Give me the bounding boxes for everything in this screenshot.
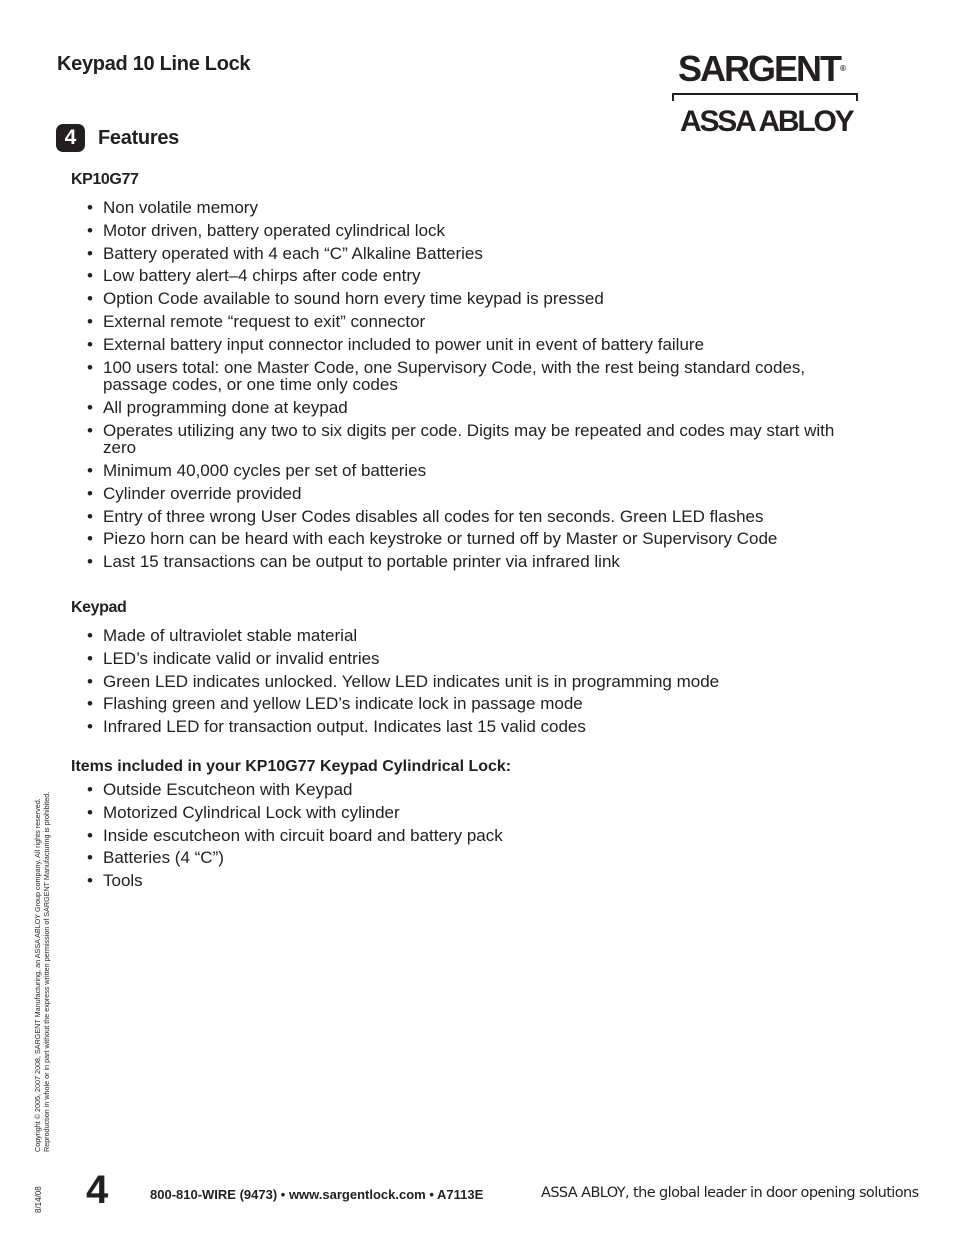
assa-abloy-logo-text: ASSA ABLOY [680,105,853,138]
list-item: • Option Code available to sound horn every time keypad is pressed [87,290,847,308]
group-heading-kp10g77: KP10G77 [71,171,139,188]
list-item: • Minimum 40,000 cycles per set of batteries [87,462,847,480]
footer-tagline: ASSA ABLOY, the global leader in door opening solutions [541,1185,919,1201]
list-item: • Motor driven, battery operated cylindrical lock [87,222,847,240]
kp10g77-feature-list [87,199,847,571]
section-title: Features [98,127,179,149]
group-heading-keypad: Keypad [71,599,127,616]
list-item: • External remote “request to exit” connector [87,313,847,331]
reproduction-line: Reproduction in whole or in part without the express written permission of SARGENT Manufacturing is prohibited. [41,791,51,1152]
list-item: • Battery operated with 4 each “C” Alkaline Batteries [87,245,847,263]
list-item: • Flashing green and yellow LED’s indicate lock in passage mode [87,695,847,713]
list-item: • Operates utilizing any two to six digits per code. Digits may be repeated and codes may start with zero [87,422,847,457]
list-item: • Motorized Cylindrical Lock with cylinder [87,804,847,822]
section-number-badge: 4 [56,124,85,152]
page-number: 4 [86,1168,109,1212]
list-item: • External battery input connector included to power unit in event of battery failure [87,336,847,354]
list-item: • Inside escutcheon with circuit board and battery pack [87,827,847,845]
list-item: • Made of ultraviolet stable material [87,627,847,645]
logo-bracket [672,93,858,101]
footer-contact: 800-810-WIRE (9473) • www.sargentlock.com • A7113E [150,1187,484,1202]
keypad-feature-list [87,627,847,736]
list-item: • Low battery alert–4 chirps after code entry [87,267,847,285]
document-title: Keypad 10 Line Lock [57,53,251,75]
copyright-note [34,652,51,1152]
list-item: • Outside Escutcheon with Keypad [87,781,847,799]
list-item: • Last 15 transactions can be output to portable printer via infrared link [87,553,847,571]
items-included-list [87,781,847,890]
list-item: • All programming done at keypad [87,399,847,417]
group-heading-items-included: Items included in your KP10G77 Keypad Cylindrical Lock: [71,758,512,775]
list-item: • Cylinder override provided [87,485,847,503]
list-item: • LED’s indicate valid or invalid entries [87,650,847,668]
list-item: • Piezo horn can be heard with each keystroke or turned off by Master or Supervisory Code [87,530,847,548]
revision-date: 8/14/08 [34,1186,43,1213]
copyright-line: Copyright © 2005, 2007 2008, SARGENT Manufacturing, an ASSA ABLOY Group company. All rights reserved. [33,798,42,1152]
list-item: • Green LED indicates unlocked. Yellow LED indicates unit is in programming mode [87,673,847,691]
list-item: • 100 users total: one Master Code, one Supervisory Code, with the rest being standard codes, passage codes, or one time only codes [87,359,847,394]
sargent-logo-text: SARGENT® [678,48,846,89]
list-item: • Batteries (4 “C”) [87,849,847,867]
list-item: • Tools [87,872,847,890]
list-item: • Non volatile memory [87,199,847,217]
list-item: • Infrared LED for transaction output. Indicates last 15 valid codes [87,718,847,736]
list-item: • Entry of three wrong User Codes disables all codes for ten seconds. Green LED flashes [87,508,847,526]
sargent-assa-abloy-logo [670,50,860,140]
